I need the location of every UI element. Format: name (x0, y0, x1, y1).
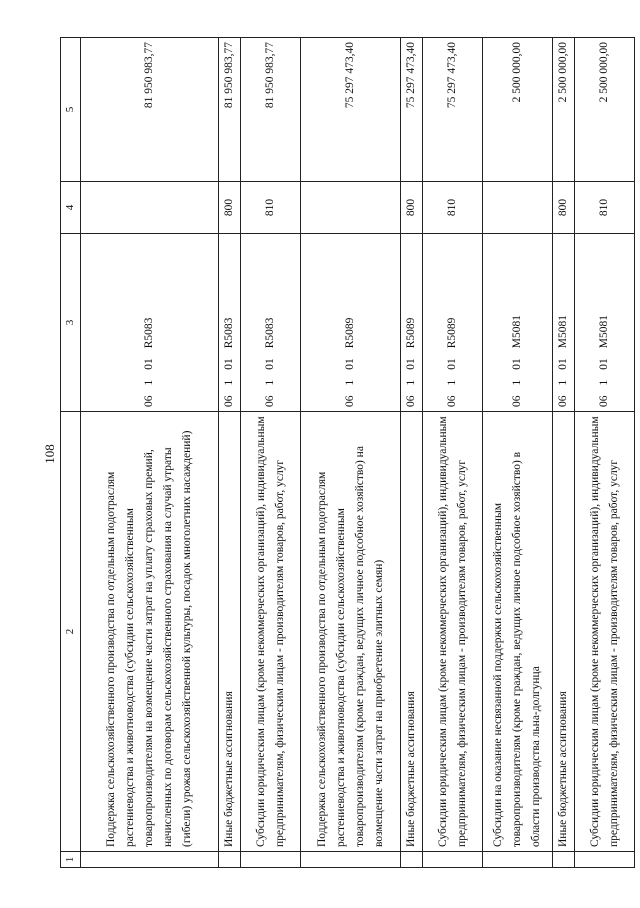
budget-code-cell (423, 234, 483, 412)
code-part: M5081 (557, 315, 569, 349)
code-part: 01 (446, 358, 458, 370)
item-name-cell: Поддержка сельскохозяйственного производства по отдельным подотраслям растениеводства и животноводства (субсидии сельскохозяйственным товаропроизводителям на возмещение части затрат на уплату страховых премий, начисленных по договорам сельскохозяйственного страхования на случай утраты (гибели) урожая сельскохозяйственной культуры, посадок многолетних насаждений) (81, 412, 219, 852)
budget-code-cell (575, 234, 635, 412)
expense-type-cell: 800 (553, 182, 575, 234)
budget-code-cell (483, 234, 553, 412)
amount-cell: 2 500 000,00 (483, 38, 553, 182)
rotated-page-area (60, 38, 620, 868)
table-header-row (61, 38, 81, 868)
code-part: 01 (264, 358, 276, 370)
budget-code-cell (401, 234, 423, 412)
expense-type-cell: 810 (241, 182, 301, 234)
item-name-cell: Иные бюджетные ассигнования (219, 412, 241, 852)
table-row (483, 38, 553, 868)
budget-code-cell (81, 234, 219, 412)
amount-cell: 81 950 983,77 (241, 38, 301, 182)
code-part: 1 (143, 379, 155, 386)
code-part: R5089 (446, 317, 458, 349)
amount-cell: 75 297 473,40 (301, 38, 401, 182)
budget-code-cell (553, 234, 575, 412)
amount-cell: 75 297 473,40 (401, 38, 423, 182)
code-part: R5089 (405, 317, 417, 349)
budget-table (60, 37, 635, 868)
code-part: 1 (446, 379, 458, 386)
code-part: M5081 (598, 315, 610, 349)
expense-type-cell (81, 182, 219, 234)
item-name-cell: Иные бюджетные ассигнования (553, 412, 575, 852)
column-header: 3 (61, 234, 81, 412)
expense-type-cell (483, 182, 553, 234)
amount-cell: 75 297 473,40 (423, 38, 483, 182)
budget-code-cell (219, 234, 241, 412)
row-index-cell (483, 852, 553, 868)
table-row (575, 38, 635, 868)
amount-cell: 2 500 000,00 (553, 38, 575, 182)
row-index-cell (423, 852, 483, 868)
code-part: 01 (557, 358, 569, 370)
row-index-cell (553, 852, 575, 868)
code-part: 1 (405, 379, 417, 386)
code-part: 06 (446, 395, 458, 407)
row-index-cell (219, 852, 241, 868)
code-part: 01 (344, 358, 356, 370)
item-name-cell: Поддержка сельскохозяйственного производства по отдельным подотраслям растениеводства и животноводства (субсидии сельскохозяйственным товаропроизводителям (кроме граждан, ведущих личное подсобное хозяйство) на возмещение части затрат на приобретение элитных семян) (301, 412, 401, 852)
item-name-cell: Субсидии юридическим лицам (кроме некоммерческих организаций), индивидуальным предпринимателям, физическим лицам - производителям товаров, работ, услуг (575, 412, 635, 852)
row-index-cell (81, 852, 219, 868)
code-part: 1 (264, 379, 276, 386)
table-row (81, 38, 219, 868)
amount-cell: 81 950 983,77 (219, 38, 241, 182)
code-part: 1 (511, 379, 523, 386)
code-part: 1 (598, 379, 610, 386)
code-part: 06 (264, 395, 276, 407)
code-part: 1 (557, 379, 569, 386)
item-name-cell: Субсидии на оказание несвязанной поддержки сельскохозяйственным товаропроизводителям (кроме граждан, ведущих личное подсобное хозяйство) в области производства льна-долгунца (483, 412, 553, 852)
table-row (553, 38, 575, 868)
expense-type-cell (301, 182, 401, 234)
code-part: R5083 (143, 317, 155, 349)
table-row (301, 38, 401, 868)
row-index-cell (575, 852, 635, 868)
item-name-cell: Иные бюджетные ассигнования (401, 412, 423, 852)
expense-type-cell: 800 (219, 182, 241, 234)
column-header: 4 (61, 182, 81, 234)
code-part: 01 (598, 358, 610, 370)
item-name-cell: Субсидии юридическим лицам (кроме некоммерческих организаций), индивидуальным предпринимателям, физическим лицам - производителям товаров, работ, услуг (423, 412, 483, 852)
code-part: 06 (557, 395, 569, 407)
table-row (423, 38, 483, 868)
code-part: R5089 (344, 317, 356, 349)
expense-type-cell: 810 (575, 182, 635, 234)
table-row (401, 38, 423, 868)
column-header: 5 (61, 38, 81, 182)
table-row (241, 38, 301, 868)
code-part: 06 (511, 395, 523, 407)
budget-table-container (60, 38, 620, 868)
table-body (81, 38, 635, 868)
budget-code-cell (241, 234, 301, 412)
row-index-cell (301, 852, 401, 868)
code-part: 1 (344, 379, 356, 386)
code-part: 06 (598, 395, 610, 407)
code-part: 01 (223, 358, 235, 370)
table-row (219, 38, 241, 868)
code-part: 06 (344, 395, 356, 407)
code-part: R5083 (223, 317, 235, 349)
code-part: 01 (511, 358, 523, 370)
code-part: M5081 (511, 315, 523, 349)
code-part: 01 (143, 358, 155, 370)
code-part: 06 (143, 395, 155, 407)
row-index-cell (401, 852, 423, 868)
budget-code-cell (301, 234, 401, 412)
expense-type-cell: 810 (423, 182, 483, 234)
expense-type-cell: 800 (401, 182, 423, 234)
column-header: 2 (61, 412, 81, 852)
amount-cell: 2 500 000,00 (575, 38, 635, 182)
column-header: 1 (61, 852, 81, 868)
code-part: 06 (405, 395, 417, 407)
row-index-cell (241, 852, 301, 868)
page-number: 108 (41, 444, 57, 464)
code-part: 01 (405, 358, 417, 370)
code-part: R5083 (264, 317, 276, 349)
item-name-cell: Субсидии юридическим лицам (кроме некоммерческих организаций), индивидуальным предпринимателям, физическим лицам - производителям товаров, работ, услуг (241, 412, 301, 852)
amount-cell: 81 950 983,77 (81, 38, 219, 182)
code-part: 1 (223, 379, 235, 386)
code-part: 06 (223, 395, 235, 407)
